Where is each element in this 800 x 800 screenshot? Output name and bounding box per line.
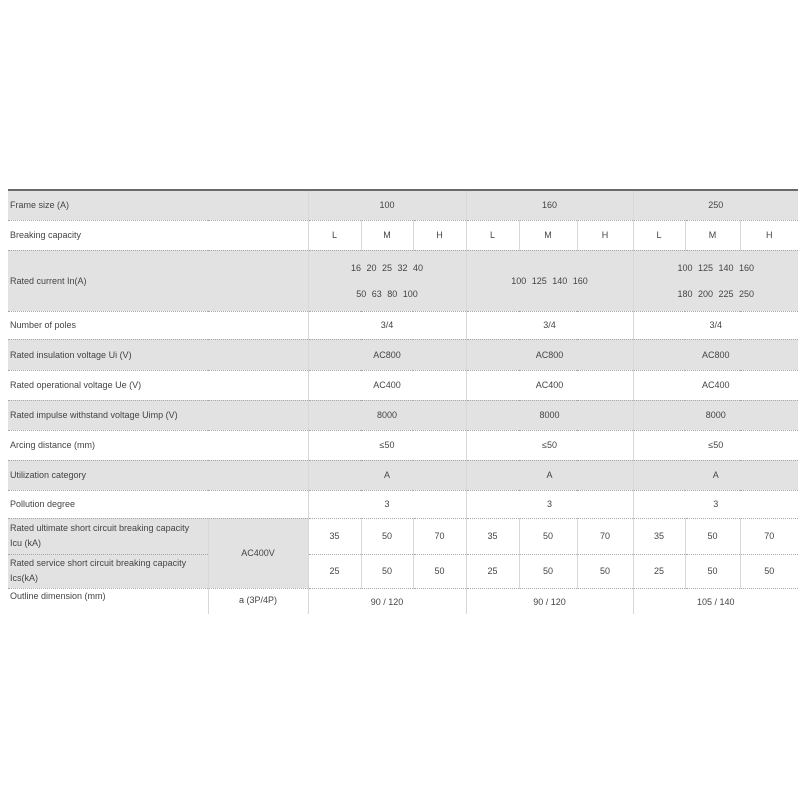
icu-label-line1: Rated ultimate short circuit breaking capacity: [10, 523, 190, 533]
bc-cell: L: [308, 220, 361, 250]
icu-cell: 50: [519, 518, 577, 554]
icu-cell: 70: [413, 518, 466, 554]
icu-cell: 70: [740, 518, 798, 554]
value-cell: 90 / 120: [466, 588, 633, 614]
value-cell: ≤50: [308, 430, 466, 460]
bc-cell: M: [519, 220, 577, 250]
row-utilization-category: [8, 460, 798, 490]
rated-current-line: 100 125 140 160: [511, 275, 588, 286]
icu-cell: 35: [308, 518, 361, 554]
value-cell: 90 / 120: [308, 588, 466, 614]
spec-table: [8, 189, 798, 614]
row-label: Rated operational voltage Ue (V): [8, 370, 308, 400]
icu-cell: 50: [685, 518, 740, 554]
bc-cell: L: [466, 220, 519, 250]
ics-cell: 25: [466, 554, 519, 588]
row-label: Rated current In(A): [8, 250, 308, 311]
rated-current-160: [466, 250, 633, 311]
value-cell: 105 / 140: [633, 588, 798, 614]
frame-160: 160: [466, 190, 633, 220]
frame-100: 100: [308, 190, 466, 220]
row-impulse-voltage: [8, 400, 798, 430]
icu-cell: 50: [361, 518, 413, 554]
ics-cell: 50: [361, 554, 413, 588]
value-cell: ≤50: [466, 430, 633, 460]
value-cell: 3/4: [308, 311, 466, 339]
row-label: Pollution degree: [8, 490, 308, 518]
ics-cell: 25: [633, 554, 685, 588]
value-cell: AC800: [633, 339, 798, 370]
bc-cell: H: [413, 220, 466, 250]
row-label: Number of poles: [8, 311, 308, 339]
value-cell: A: [308, 460, 466, 490]
bc-cell: M: [685, 220, 740, 250]
icu-cell: 70: [577, 518, 633, 554]
row-breaking-capacity: [8, 220, 798, 250]
value-cell: AC400: [308, 370, 466, 400]
rated-current-line: 50 63 80 100: [356, 288, 418, 299]
ics-cell: 50: [685, 554, 740, 588]
row-insulation-voltage: [8, 339, 798, 370]
row-label: Frame size (A): [8, 190, 308, 220]
value-cell: 3: [466, 490, 633, 518]
row-pollution-degree: [8, 490, 798, 518]
value-cell: AC400: [466, 370, 633, 400]
row-arcing-distance: [8, 430, 798, 460]
row-label: Utilization category: [8, 460, 308, 490]
value-cell: AC400: [633, 370, 798, 400]
ics-cell: 50: [413, 554, 466, 588]
row-outline-dimension: [8, 588, 798, 614]
outline-sub-label: a (3P/4P): [208, 588, 308, 614]
bc-cell: L: [633, 220, 685, 250]
frame-250: 250: [633, 190, 798, 220]
row-frame-size: [8, 190, 798, 220]
value-cell: 3: [633, 490, 798, 518]
value-cell: 8000: [633, 400, 798, 430]
icu-label-line2: Icu (kA): [10, 538, 42, 548]
row-icu: [8, 518, 798, 554]
voltage-condition: AC400V: [208, 518, 308, 588]
value-cell: ≤50: [633, 430, 798, 460]
rated-current-line: 16 20 25 32 40: [350, 262, 424, 273]
rated-current-line: 180 200 225 250: [677, 288, 755, 299]
row-rated-current: [8, 250, 798, 311]
rated-current-250: [633, 250, 798, 311]
ics-cell: 50: [519, 554, 577, 588]
value-cell: A: [633, 460, 798, 490]
value-cell: A: [466, 460, 633, 490]
value-cell: 3/4: [466, 311, 633, 339]
value-cell: 3: [308, 490, 466, 518]
ics-cell: 50: [577, 554, 633, 588]
value-cell: 8000: [308, 400, 466, 430]
row-label: Rated impulse withstand voltage Uimp (V): [8, 400, 308, 430]
value-cell: AC800: [308, 339, 466, 370]
value-cell: 3/4: [633, 311, 798, 339]
row-label: Arcing distance (mm): [8, 430, 308, 460]
row-label: [8, 518, 208, 554]
row-label: Breaking capacity: [8, 220, 308, 250]
row-label: Rated insulation voltage Ui (V): [8, 339, 308, 370]
ics-cell: 25: [308, 554, 361, 588]
row-number-of-poles: [8, 311, 798, 339]
icu-cell: 35: [633, 518, 685, 554]
rated-current-100: [308, 250, 466, 311]
bc-cell: H: [577, 220, 633, 250]
rated-current-line: 100 125 140 160: [677, 262, 755, 273]
value-cell: 8000: [466, 400, 633, 430]
row-label: [8, 554, 208, 588]
value-cell: AC800: [466, 339, 633, 370]
row-operational-voltage: [8, 370, 798, 400]
bc-cell: M: [361, 220, 413, 250]
ics-label-line1: Rated service short circuit breaking capacity: [10, 558, 187, 568]
row-label: Outline dimension (mm): [8, 588, 208, 614]
row-ics: [8, 554, 798, 588]
ics-label-line2: Ics(kA): [10, 573, 38, 583]
icu-cell: 35: [466, 518, 519, 554]
bc-cell: H: [740, 220, 798, 250]
ics-cell: 50: [740, 554, 798, 588]
